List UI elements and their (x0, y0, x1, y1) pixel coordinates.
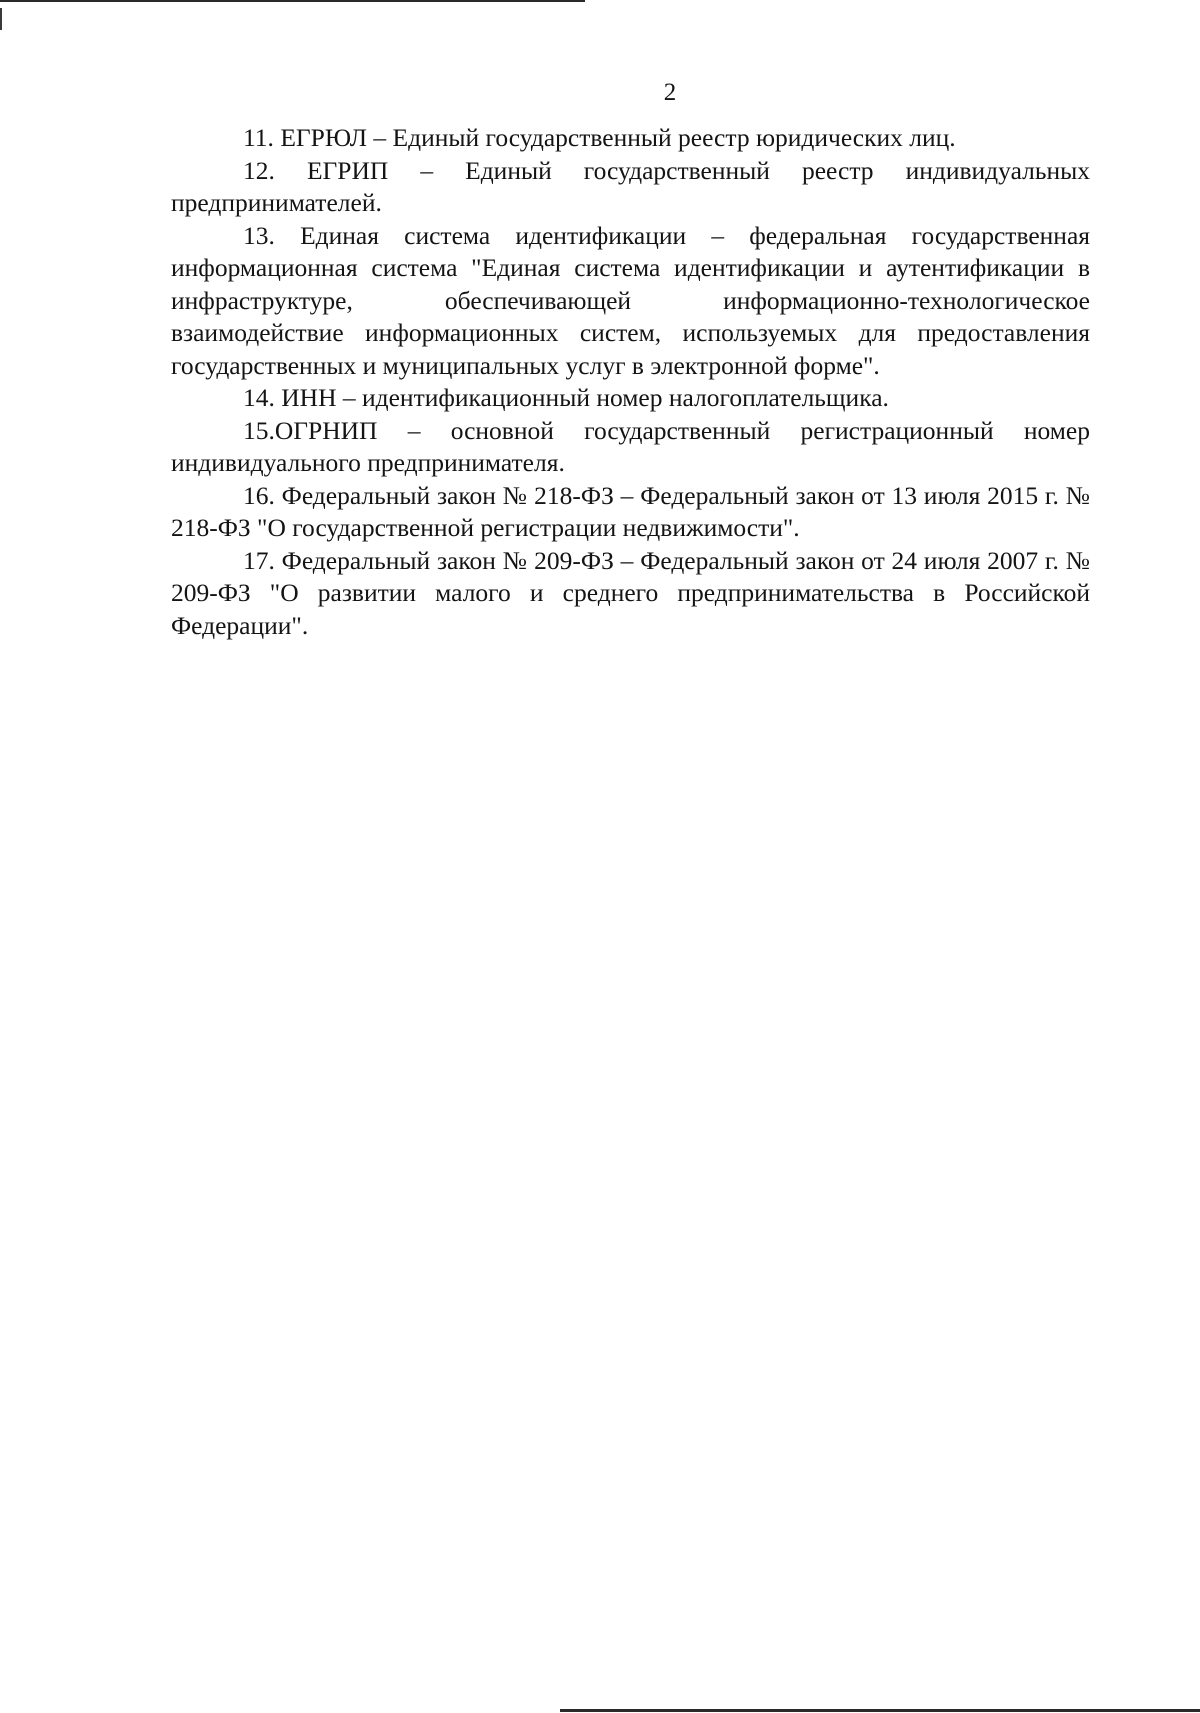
definition-item-14 (171, 382, 1090, 415)
definition-item-13 (171, 220, 1090, 383)
item-number: 15. (243, 415, 275, 445)
item-text: ЕГРИП – Единый государственный реестр индивидуальных предпринимателей. (171, 155, 1090, 217)
item-text: Единая система идентификации – федеральная государственная информационная система "Единая система идентификации и аутентификации в инфраструктуре, обеспечивающей информационно-технологическое взаимодействие информационных систем, используемых для предоставления государственных и муниципальных услуг в электронной форме". (171, 220, 1090, 380)
definition-item-16 (171, 480, 1090, 545)
scan-edge-bottom (560, 1709, 1200, 1712)
definition-item-11 (171, 122, 1090, 155)
item-text: ИНН – идентификационный номер налогоплательщика. (281, 383, 889, 412)
item-text: ОГРНИП – основной государственный регистрационный номер индивидуального предпринимателя. (171, 415, 1090, 477)
item-number: 17. (243, 545, 275, 575)
scan-edge-top (0, 0, 585, 2)
item-number: 12. (243, 155, 275, 185)
definition-item-17 (171, 545, 1090, 643)
item-text: ЕГРЮЛ – Единый государственный реестр юридических лиц. (280, 123, 956, 152)
definition-item-12 (171, 155, 1090, 220)
definition-item-15 (171, 415, 1090, 480)
item-number: 13. (243, 220, 275, 250)
item-text: Федеральный закон № 218-ФЗ – Федеральный закон от 13 июля 2015 г. № 218-ФЗ "О государственной регистрации недвижимости". (171, 480, 1090, 542)
item-number: 16. (243, 480, 275, 510)
scan-edge-left (0, 8, 2, 30)
item-text: Федеральный закон № 209-ФЗ – Федеральный закон от 24 июля 2007 г. № 209-ФЗ "О развитии малого и среднего предпринимательства в Российской Федерации". (171, 545, 1090, 640)
item-number: 14. (243, 383, 275, 412)
page-number: 2 (663, 79, 677, 106)
item-number: 11. (243, 123, 274, 152)
definitions-list (171, 122, 1090, 642)
